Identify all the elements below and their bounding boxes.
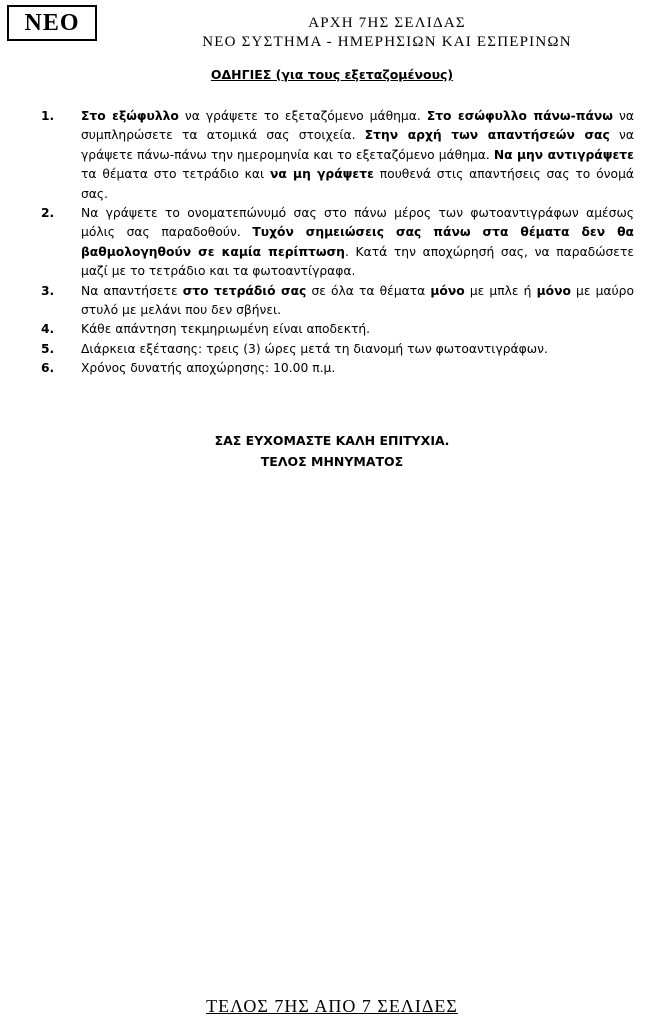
instruction-text: Να γράψετε το ονοματεπώνυμό σας στο πάνω μέρος των φωτοαντιγράφων αμέσως μόλις σας παραδοθούν. [81,206,634,240]
instruction-emphasis: Στο εξώφυλλο [81,109,179,123]
instruction-text: Κάθε απάντηση τεκμηριωμένη είναι αποδεκτή. [81,322,371,337]
instruction-item [38,359,634,378]
instruction-emphasis: να μη γράψετε [270,167,374,182]
instruction-item [38,107,634,204]
instruction-text: να συμπληρώσετε τα ατομικά σας στοιχεία. [81,109,634,143]
instruction-text: Διάρκεια εξέτασης: τρεις (3) ώρες μετά τη διανομή των φωτοαντιγράφων. [81,341,548,356]
instruction-number: 4. [41,322,55,337]
instruction-text: πουθενά στις απαντήσεις σας το όνομά σας. [81,167,634,201]
closing-wish: ΣΑΣ ΕΥΧΟΜΑΣΤΕ ΚΑΛΗ ΕΠΙΤΥΧΙΑ. [214,433,450,448]
header-page-start: ΑΡΧΗ 7ΗΣ ΣΕΛΙΔΑΣ [308,15,466,31]
instruction-emphasis: Στην αρχή των απαντήσεών σας [364,128,610,143]
instruction-item [38,204,634,282]
instruction-number: 6. [41,361,55,376]
instructions-list [38,107,634,379]
page-footer: ΤΕΛΟΣ 7ΗΣ ΑΠΟ 7 ΣΕΛΙΔΕΣ [206,996,458,1016]
instruction-text: να γράψετε το εξεταζόμενο μάθημα. [178,109,427,123]
instruction-number: 1. [41,109,55,123]
closing-message [0,430,664,472]
instructions-title: ΟΔΗΓΙΕΣ (για τους εξεταζομένους) [210,67,454,82]
instruction-emphasis: Στο εσώφυλλο πάνω-πάνω [426,109,613,123]
instruction-item [38,282,634,321]
instruction-emphasis: στο τετράδιό σας [182,283,307,298]
instruction-text: με μπλε ή [464,283,537,298]
instruction-item [38,320,634,339]
instruction-emphasis: μόνο [536,283,571,298]
instruction-number: 2. [41,206,55,221]
instruction-emphasis: μόνο [430,283,465,298]
instruction-text: σε όλα τα θέματα [306,283,431,298]
instruction-text: Χρόνος δυνατής αποχώρησης: 10.00 π.μ. [81,361,336,376]
instruction-item [38,340,634,359]
instruction-emphasis: Να μην αντιγράψετε [493,147,634,162]
instruction-number: 5. [41,341,55,356]
instruction-text: με μαύρο στυλό με μελάνι που δεν σβήνει. [81,283,634,318]
instruction-emphasis: Τυχόν σημειώσεις σας πάνω στα θέματα δεν θα βαθμολογηθούν σε καμία περίπτωση [81,225,634,259]
instruction-text: . Κατά την αποχώρησή σας, να παραδώσετε μαζί με το τετράδιο και τα φωτοαντίγραφα. [81,244,634,279]
neo-badge: ΝΕΟ [7,5,97,41]
closing-end-of-message: ΤΕΛΟΣ ΜΗΝΥΜΑΤΟΣ [260,454,404,469]
instruction-text: Να απαντήσετε [81,283,183,298]
instruction-text: τα θέματα στο τετράδιο και [81,167,271,182]
page-header [120,14,654,52]
instruction-number: 3. [41,283,55,298]
instruction-text: να γράψετε πάνω-πάνω την ημερομηνία και το εξεταζόμενο μάθημα. [81,128,634,162]
header-system: ΝΕΟ ΣΥΣΤΗΜΑ - ΗΜΕΡΗΣΙΩΝ ΚΑΙ ΕΣΠΕΡΙΝΩΝ [202,34,572,50]
